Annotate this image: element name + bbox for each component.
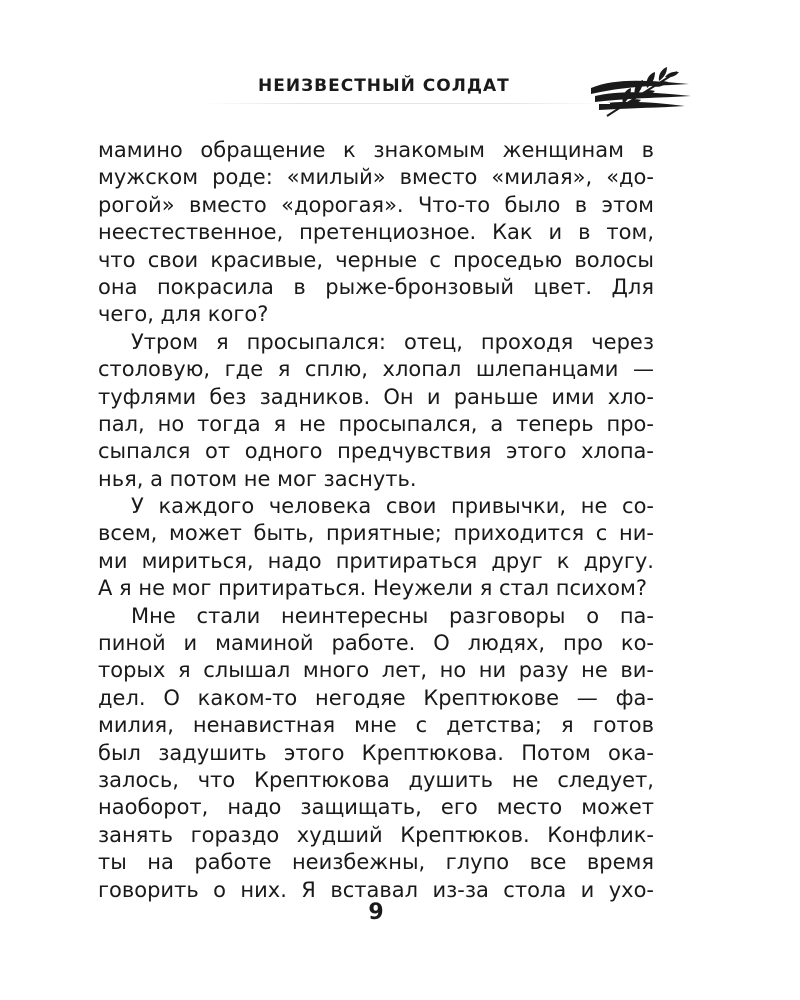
text-line: дел. О каком-то негодяе Крептюкове — фа- <box>98 685 654 710</box>
text-line: мужском роде: «милый» вместо «милая», «до- <box>98 165 654 190</box>
text-line: Мне стали неинтересны разговоры о па- <box>131 603 654 628</box>
text-line: милия, ненавистная мне с детства; я готов <box>98 713 654 738</box>
text-line: что свои красивые, черные с проседью волосы <box>98 247 654 272</box>
text-line: Утром я просыпался: отец, проходя через <box>131 329 654 354</box>
text-line: мамино обращение к знакомым женщинам в <box>98 138 654 162</box>
text-line: туфлями без задников. Он и раньше ими хло- <box>98 384 654 409</box>
text-line: рогой» вместо «дорогая». Что-то было в этом <box>98 192 654 217</box>
text-line: чего, для кого? <box>98 302 269 327</box>
text-line: всем, может быть, приятные; приходится с ни- <box>98 521 654 546</box>
text-line: пиной и маминой работе. О людях, про ко- <box>98 631 654 656</box>
text-line: ты на работе неизбежны, глупо все время <box>98 850 654 875</box>
text-line: ми мириться, надо притираться друг к другу. <box>98 548 654 573</box>
text-line: А я не мог притираться. Неужели я стал психом? <box>98 576 647 601</box>
text-line: столовую, где я сплю, хлопал шлепанцами — <box>98 357 654 382</box>
text-line: торых я слышал много лет, но ни разу не ви- <box>98 658 654 683</box>
text-line: она покрасила в рыже-бронзовый цвет. Для <box>98 274 654 299</box>
text-line: пал, но тогда я не просыпался, а теперь про- <box>98 411 654 436</box>
text-line: залось, что Крептюкова душить не следует, <box>98 767 654 792</box>
text-line: говорить о них. Я вставал из-за стола и ухо- <box>98 877 654 902</box>
body-text <box>98 137 654 904</box>
text-line: У каждого человека свои привычки, не со- <box>131 494 654 519</box>
text-line: неестественное, претенциозное. Как и в том, <box>98 220 654 245</box>
text-line: нья, а потом не мог заснуть. <box>98 466 417 491</box>
header-divider <box>200 103 610 104</box>
text-line: был задушить этого Крептюкова. Потом ока- <box>98 740 654 765</box>
text-line: наоборот, надо защищать, его место может <box>98 795 654 820</box>
text-line: занять гораздо худший Крептюков. Конфлик- <box>98 822 654 847</box>
running-header-title: НЕИЗВЕСТНЫЙ СОЛДАТ <box>258 76 510 96</box>
page-number: 9 <box>368 900 384 925</box>
laurel-branch-icon <box>585 64 697 122</box>
text-line: сыпался от одного предчувствия этого хлопа- <box>98 439 654 464</box>
